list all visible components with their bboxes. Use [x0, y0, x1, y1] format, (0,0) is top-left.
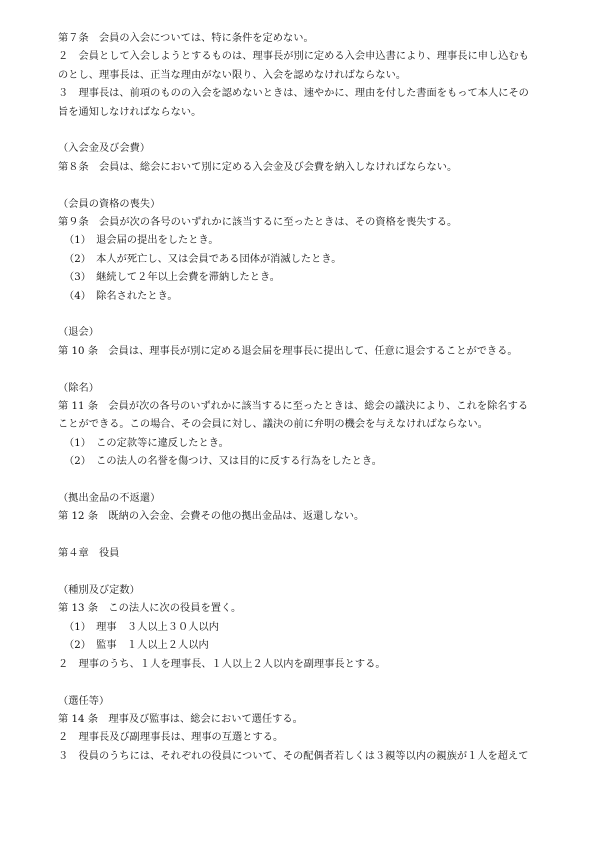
heading-withdrawal: （退会）	[58, 327, 99, 339]
heading-loss-of-membership: （会員の資格の喪失）	[58, 198, 161, 210]
article-13-item-2: （2） 監事 １人以上２人以内	[64, 640, 209, 652]
article-9-item-4: （4） 除名されたとき。	[64, 290, 178, 302]
article-9-item-2: （2） 本人が死亡し、又は会員である団体が消滅したとき。	[64, 253, 342, 265]
spacer	[58, 361, 548, 379]
spacer	[58, 306, 548, 324]
article-8: 第８条 会員は、総会において別に定める入会金及び会費を納入しなければならない。	[58, 161, 458, 173]
article-7-para-3-cont: 旨を通知しなければならない。	[58, 106, 202, 118]
article-11: 第 11 条 会員が次の各号のいずれかに該当するに至ったときは、総会の議決により、これを除名する	[58, 401, 529, 413]
article-9-item-3: （3） 継続して２年以上会費を滞納したとき。	[64, 272, 281, 284]
heading-admission-fee: （入会金及び会費）	[58, 143, 151, 155]
article-7-para-3: ３ 理事長は、前項のものの入会を認めないときは、速やかに、理由を付した書面をもって本人にその	[58, 88, 529, 100]
article-10: 第 10 条 会員は、理事長が別に定める退会届を理事長に提出して、任意に退会することができる。	[58, 345, 518, 357]
spacer	[58, 122, 548, 140]
article-12: 第 12 条 既納の入会金、会費その他の拠出金品は、返還しない。	[58, 511, 365, 523]
spacer	[58, 472, 548, 490]
heading-officer-types: （種別及び定数）	[58, 585, 140, 597]
heading-expulsion: （除名）	[58, 382, 99, 394]
article-14-para-2: ２ 理事長及び副理事長は、理事の互選とする。	[58, 732, 284, 744]
article-11-cont: ことができる。この場合、その会員に対し、議決の前に弁明の機会を与えなければならない。	[58, 419, 488, 431]
article-14: 第 14 条 理事及び監事は、総会において選任する。	[58, 713, 303, 725]
article-9-item-1: （1） 退会届の提出をしたとき。	[64, 235, 219, 247]
article-7-para-2: ２ 会員として入会しようとするものは、理事長が別に定める入会申込書により、理事長に申し込むも	[58, 51, 529, 63]
document-page	[58, 30, 548, 766]
heading-non-refund: （拠出金品の不返還）	[58, 493, 161, 505]
article-11-item-1: （1） この定款等に違反したとき。	[64, 437, 229, 449]
article-13-item-1: （1） 理事 ３人以上３０人以内	[64, 621, 219, 633]
article-7: 第７条 会員の入会については、特に条件を定めない。	[58, 33, 314, 44]
article-11-item-2: （2） この法人の名誉を傷つけ、又は目的に反する行為をしたとき。	[64, 456, 382, 468]
heading-appointment: （選任等）	[58, 695, 110, 707]
article-13-para-2: ２ 理事のうち、１人を理事長、１人以上２人以内を副理事長とする。	[58, 658, 386, 670]
chapter-4-title: 第４章 役員	[58, 548, 120, 560]
article-13: 第 13 条 この法人に次の役員を置く。	[58, 603, 242, 615]
spacer	[58, 564, 548, 582]
spacer	[58, 527, 548, 545]
article-7-para-2-cont: のとし、理事長は、正当な理由がない限り、入会を認めなければならない。	[58, 69, 407, 81]
article-14-para-3: ３ 役員のうちには、それぞれの役員について、その配偶者若しくは３親等以内の親族が１人を超えて	[58, 750, 529, 762]
article-9: 第９条 会員が次の各号のいずれかに該当するに至ったときは、その資格を喪失する。	[58, 217, 458, 229]
spacer	[58, 674, 548, 692]
spacer	[58, 177, 548, 195]
